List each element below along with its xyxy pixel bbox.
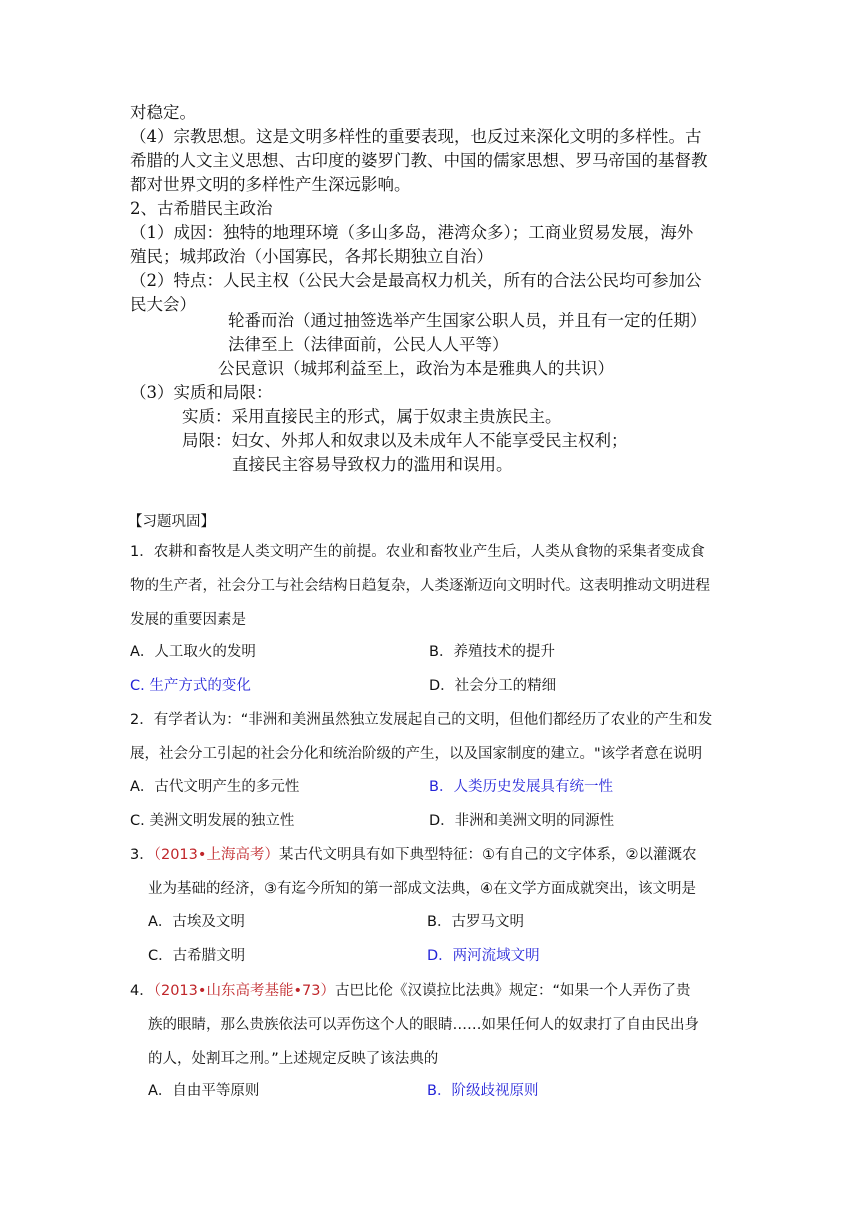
question-number: 3． [130,847,154,863]
option-a[interactable]: A．自由平等原则 [148,1083,260,1099]
option-c[interactable]: C. 美洲文明发展的独立性 [130,813,295,829]
question-line [130,980,690,1002]
question-text: 古巴比伦《汉谟拉比法典》规定：“如果一个人弄伤了贵 [334,983,691,999]
option-a[interactable]: A．古代文明产生的多元性 [130,779,300,795]
option-b-answer[interactable]: B．阶级歧视原则 [427,1083,539,1099]
question-line [130,844,696,866]
notes-line: 民大会） [130,295,196,314]
notes-line: 对稳定。 [130,103,196,122]
question-line: 族的眼睛，那么贵族依法可以弄伤这个人的眼睛……如果任何人的奴隶打了自由民出身 [148,1017,699,1033]
question-line: 物的生产者，社会分工与社会结构日趋复杂，人类逐渐迈向文明时代。这表明推动文明进程 [130,578,710,594]
question-line: 2．有学者认为：“非洲和美洲虽然独立发展起自己的文明，但他们都经历了农业的产生和发 [130,712,713,728]
option-b-answer[interactable]: B．人类历史发展具有统一性 [429,779,613,795]
notes-line: 局限：妇女、外邦人和奴隶以及未成年人不能享受民主权利； [182,431,628,450]
question-line: 的人，处割耳之刑。”上述规定反映了该法典的 [148,1051,439,1067]
option-c[interactable]: C．古希腊文明 [148,948,246,964]
option-c-answer[interactable]: C. 生产方式的变化 [130,678,251,694]
option-b[interactable]: B．养殖技术的提升 [429,644,555,660]
notes-line: （1）成因：独特的地理环境（多山多岛，港湾众多）；工商业贸易发展，海外 [130,223,694,242]
option-d-answer[interactable]: D．两河流域文明 [427,948,540,964]
option-a[interactable]: A．古埃及文明 [148,914,245,930]
section-heading: 2、古希腊民主政治 [130,199,273,218]
notes-line: （3）实质和局限： [130,383,273,402]
notes-line: 殖民；城邦政治（小国寡民，各邦长期独立自治） [130,247,493,266]
question-number: 4． [130,983,154,999]
notes-line: 法律至上（法律面前，公民人人平等） [228,335,509,354]
option-b[interactable]: B．古罗马文明 [427,914,524,930]
option-a[interactable]: A．人工取火的发明 [130,644,256,660]
question-source: （2013•上海高考） [153,847,279,863]
notes-line: 希腊的人文主义思想、古印度的婆罗门教、中国的儒家思想、罗马帝国的基督教 [130,151,708,170]
option-d[interactable]: D．社会分工的精细 [429,678,557,694]
question-line: 业为基础的经济，③有迄今所知的第一部成文法典，④在文学方面成就突出，该文明是 [148,881,696,897]
notes-line: （4）宗教思想。这是文明多样性的重要表现，也反过来深化文明的多样性。古 [130,127,702,146]
question-line: 1．农耕和畜牧是人类文明产生的前提。农业和畜牧业产生后，人类从食物的采集者变成食 [130,544,705,560]
option-d[interactable]: D．非洲和美洲文明的同源性 [429,813,615,829]
question-source: （2013•山东高考基能•73） [153,983,335,999]
question-line: 发展的重要因素是 [130,612,246,628]
notes-line: 轮番而治（通过抽签选举产生国家公职人员，并且有一定的任期） [228,311,707,330]
notes-line: 公民意识（城邦利益至上，政治为本是雅典人的共识） [218,359,614,378]
notes-line: 实质：采用直接民主的形式，属于奴隶主贵族民主。 [182,407,562,426]
exercise-heading: 【习题巩固】 [128,514,215,530]
notes-line: 都对世界文明的多样性产生深远影响。 [130,175,411,194]
question-line: 展，社会分工引起的社会分化和统治阶级的产生，以及国家制度的建立。"该学者意在说明 [130,746,703,762]
question-text: 某古代文明具有如下典型特征：①有自己的文字体系，②以灌溉农 [278,847,697,863]
notes-line: 直接民主容易导致权力的滥用和误用。 [232,455,513,474]
notes-line: （2）特点：人民主权（公民大会是最高权力机关，所有的合法公民均可参加公 [130,271,702,290]
